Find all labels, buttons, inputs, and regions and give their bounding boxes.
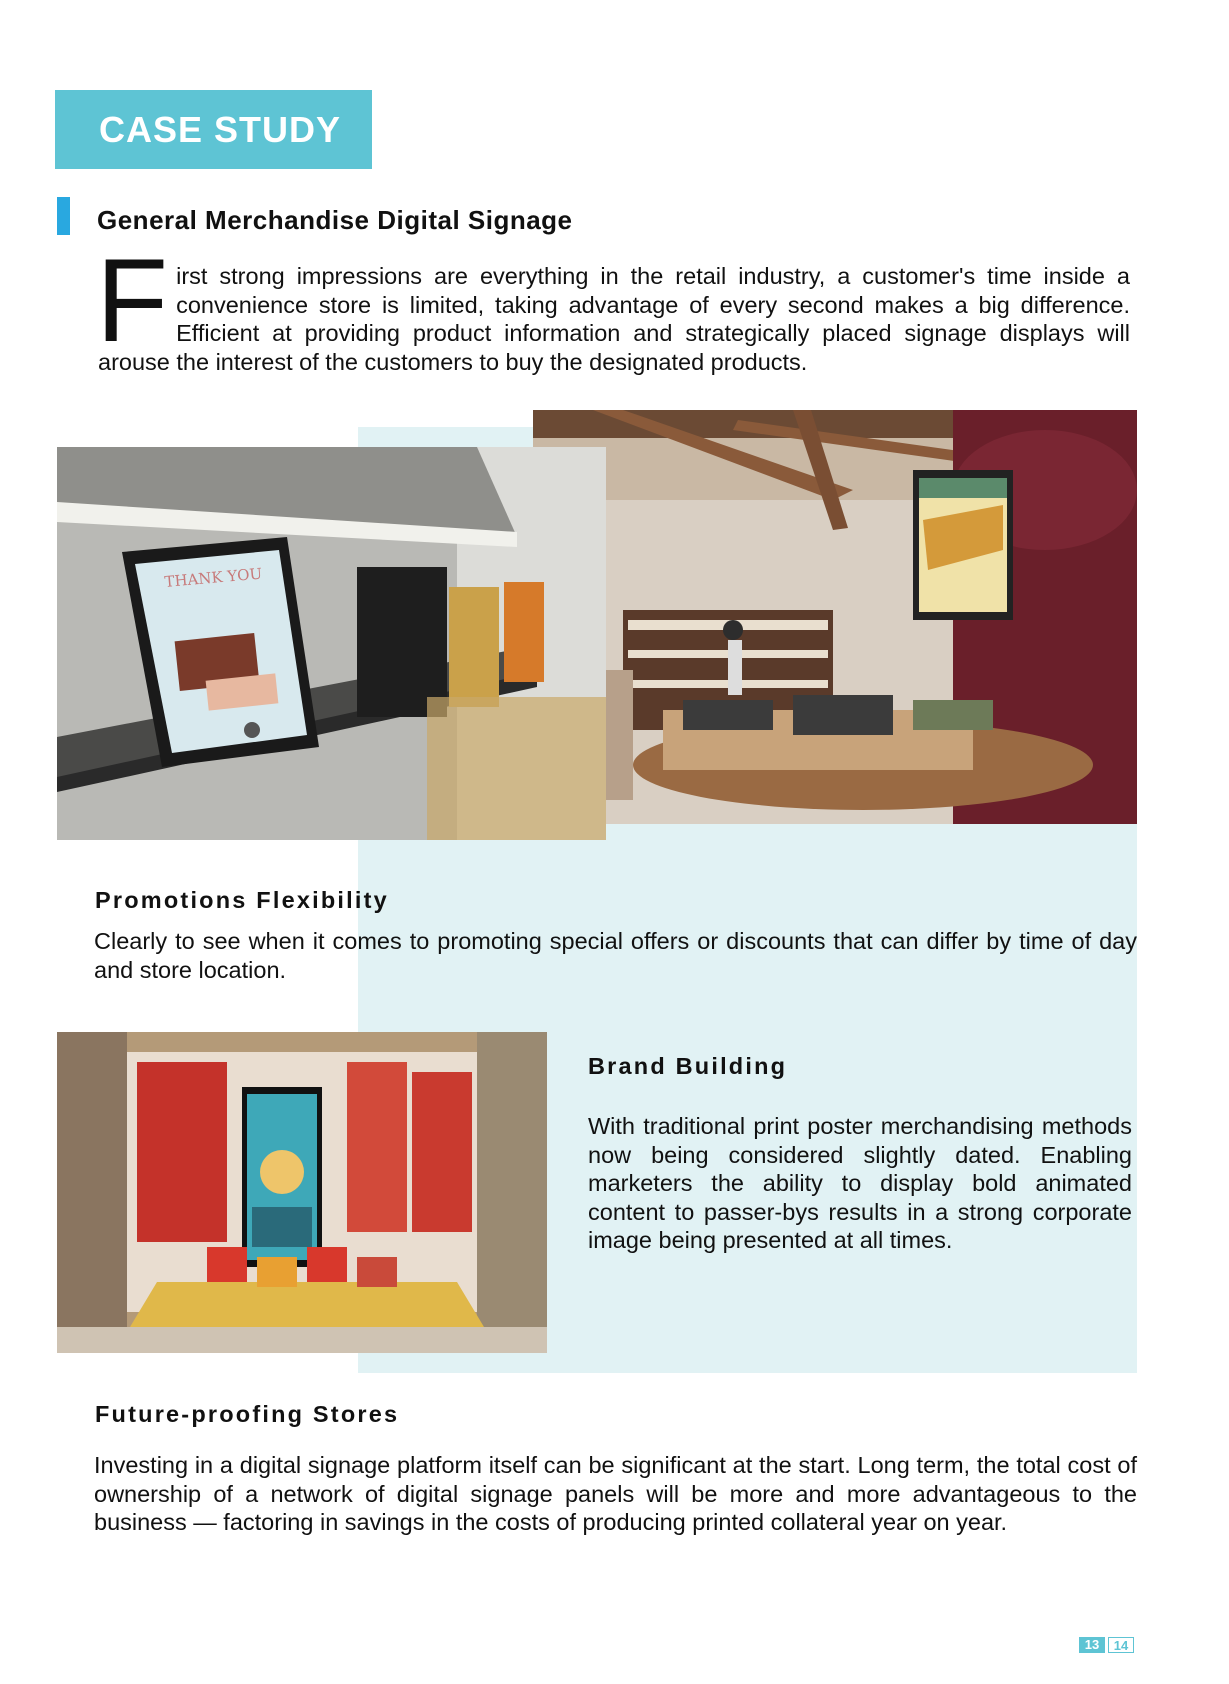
- shelf-tablet-photo: [57, 447, 606, 840]
- dropcap-letter: F: [96, 235, 169, 367]
- page-number-current: 13: [1079, 1637, 1105, 1653]
- tablet-screen-text: THANK YOU: [163, 564, 263, 591]
- store-interior-photo: [533, 410, 1137, 824]
- future-heading: Future-proofing Stores: [95, 1401, 400, 1427]
- intro-paragraph: [96, 235, 1130, 376]
- intro-text: irst strong impressions are everything in the retail industry, a customer's time inside a convenience store is limited, taking advantage of every second makes a big difference. Efficient at providing product information and strategically placed signage displays will arouse the interest of the customers to buy the designated products.: [98, 263, 1130, 375]
- page-number-next: 14: [1108, 1637, 1134, 1653]
- promotions-body: Clearly to see when it comes to promoting special offers or discounts that can differ by time of day and store location.: [94, 928, 1137, 983]
- future-body: Investing in a digital signage platform itself can be significant at the start. Long term, the total cost of ownership of a network of digital signage panels will be more and more advantageous to the business — factoring in savings in the costs of producing printed collateral year on year.: [94, 1452, 1137, 1535]
- brand-heading: Brand Building: [588, 1053, 788, 1079]
- brand-body: With traditional print poster merchandising methods now being considered slightly dated. Enabling marketers the ability to display bold animated content to passer-bys results in a strong corporate image being presented at all times.: [588, 1113, 1132, 1253]
- section-accent-bar: [57, 197, 70, 235]
- shop-window-photo: [57, 1032, 547, 1353]
- case-study-label: CASE STUDY: [99, 109, 342, 150]
- promotions-heading: Promotions Flexibility: [95, 887, 389, 913]
- case-study-tag: [55, 90, 372, 169]
- section-title: General Merchandise Digital Signage: [97, 205, 573, 235]
